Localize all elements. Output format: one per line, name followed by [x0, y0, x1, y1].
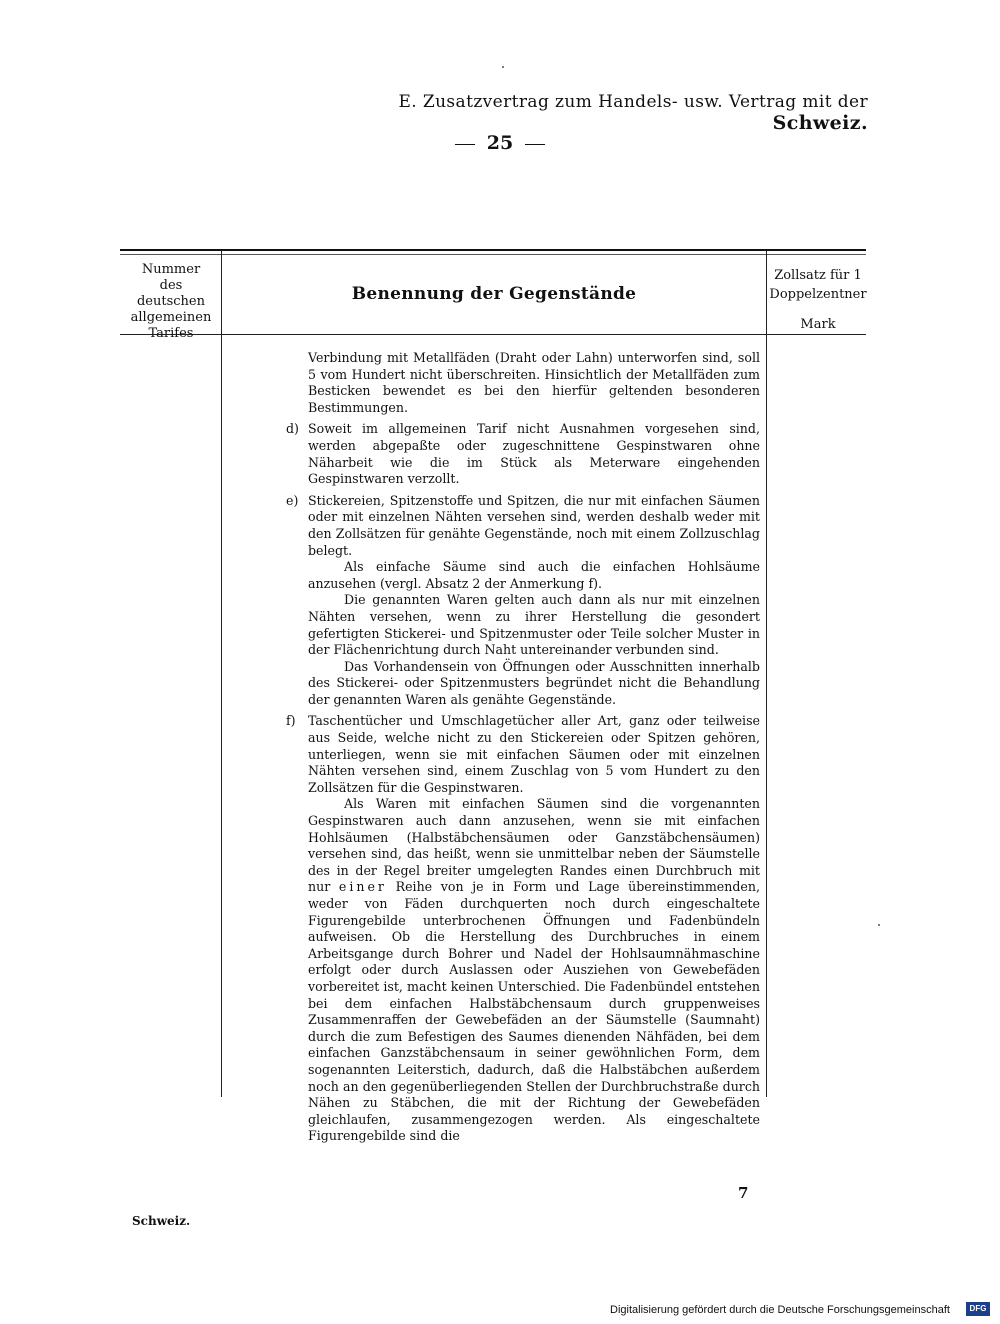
- dfg-logo: DFG: [966, 1302, 990, 1316]
- header-line: des deutschen: [136, 278, 205, 309]
- footer-country: Schweiz.: [132, 1214, 191, 1228]
- note-e-paragraph: Das Vorhandensein von Öffnungen oder Ausschnitten innerhalb des Stickerei- oder Spitzenmusters begründet nicht die Behandlung der genannten Waren als genähte Gegenstände.: [308, 658, 760, 707]
- column-divider-right: [766, 251, 767, 1097]
- note-f: [282, 713, 760, 1144]
- note-d-marker: d): [286, 421, 299, 437]
- note-e-paragraph: Die genannten Waren gelten auch dann als nur mit einzelnen Nähten versehen, wenn zu ihrer Herstellung die gesondert gefertigten Stickerei- und Spitzenmuster oder Teile solcher Muster in der Flächenrichtung durch Naht untereinander verbunden sind.: [308, 592, 760, 658]
- header-line: Tarifes: [148, 326, 194, 341]
- dash-right: [525, 144, 545, 145]
- description-column-text: [282, 350, 760, 1145]
- header-line: allgemeinen: [130, 310, 212, 325]
- signature-number: 7: [738, 1184, 749, 1202]
- currency-unit: Mark: [800, 317, 836, 332]
- note-f-paragraph: [308, 796, 760, 1144]
- continued-paragraph: Verbindung mit Metallfäden (Draht oder Lahn) unterworfen sind, soll 5 vom Hundert nicht überschreiten. Hinsichtlich der Metallfäden zum Besticken bewendet es bei den hierfür geltenden besonderen Bestimmungen.: [308, 350, 760, 415]
- note-f-paragraph-part: Reihe von je in Form und Lage übereinstimmenden, weder von Fäden durchquerten noch durch eingeschaltete Figurengebilde unterbrochenen Öffnungen und Fadenbündeln aufweisen. Ob die Herstellung des Durchbruches in einem Arbeitsgange durch Bohrer und Nadel der Hohlsaumnähmaschine erfolgt oder durch Auslassen oder Ausziehen von Gewebefäden vorbereitet ist, macht keinen Unterschied. Die Fadenbündel entstehen bei dem einfachen Halbstäbchensaum durch gruppenweises Zusammenraffen der Gewebefäden an der Säumstelle (Saumnaht) durch die zum Befestigen des Saumes dienenden Nähfäden, bei dem einfachen Ganzstäbchensaum in seiner gewöhnlichen Form, dem sogenannten Leiterstich, dadurch, daß die Halbstäbchen außerdem noch an den gegenüberliegenden Stellen der Durchbruchstraße durch Nähen zu Stäbchen, die mit der Richtung der Gewebefäden gleichlaufen, zusammengezogen werden. Als eingeschaltete Figurengebilde sind die: [308, 879, 760, 1144]
- emphasized-word: einer: [338, 879, 387, 895]
- dash-left: [455, 144, 475, 145]
- note-e: [282, 493, 760, 709]
- header-line: Nummer: [141, 262, 201, 277]
- column-header-description: Benennung der Gegenstände: [351, 284, 637, 304]
- column-header-duty-rate: [768, 266, 868, 334]
- note-e-marker: e): [286, 492, 299, 508]
- page-number: [420, 132, 580, 154]
- note-d-text: Soweit im allgemeinen Tarif nicht Ausnahmen vorgesehen sind, werden abgepaßte oder zugeschnittene Gespinstwaren ohne Näharbeit wie die im Stück als Meterware eingehenden Gespinstwaren verzollt.: [308, 421, 760, 487]
- paper-speck: [502, 66, 504, 68]
- note-e-text: Stickereien, Spitzenstoffe und Spitzen, die nur mit einfachen Säumen oder mit einzelnen Nähten versehen sind, werden deshalb weder mit den Zollsätzen für genähte Gegenstände, noch mit einem Zollzuschlag belegt.: [308, 492, 760, 558]
- running-head: [300, 92, 868, 134]
- paper-speck: [878, 924, 880, 926]
- note-d: [282, 421, 760, 487]
- table-top-rule: [120, 249, 866, 251]
- page-number-value: 25: [486, 132, 514, 154]
- note-f-text: Taschentücher und Umschlagetücher aller Art, ganz oder teilweise aus Seide, welche nicht zu den Stickereien oder Spitzen gehören, unterliegen, wenn sie mit einfachen Säumen oder mit einzelnen Nähten versehen sind, einem Zuschlag von 5 vom Hundert zu den Zollsätzen für die Gespinstwaren.: [308, 713, 760, 795]
- note-f-marker: f): [286, 713, 296, 729]
- note-e-paragraph: Als einfache Säume sind auch die einfachen Hohlsäume anzusehen (vergl. Absatz 2 der Anmerkung f).: [308, 559, 760, 591]
- running-head-text: E. Zusatzvertrag zum Handels- usw. Vertrag mit der: [398, 92, 868, 112]
- header-line: Zollsatz für 1: [774, 268, 862, 283]
- running-head-country: Schweiz.: [772, 112, 868, 134]
- note-f-paragraph-part: Als Waren mit einfachen Säumen sind die vorgenannten Gespinstwaren auch dann anzusehen, wenn sie mit einfachen Hohlsäumen (Halbstäbchensäumen oder Ganzstäbchensäumen) versehen sind, das heißt, wenn sie unmittelbar neben der Säumstelle des in der Regel breiter umgelegten Randes einen Durchbruch mit nur: [308, 796, 760, 895]
- table-header-rule: [120, 334, 866, 335]
- table-top-rule-thin: [120, 254, 866, 255]
- digitization-credit: Digitalisierung gefördert durch die Deutsche Forschungsgemeinschaft: [610, 1304, 950, 1316]
- header-line: Doppelzentner: [769, 287, 867, 302]
- column-divider-left: [221, 251, 222, 1097]
- column-header-tariff-number: [126, 262, 216, 342]
